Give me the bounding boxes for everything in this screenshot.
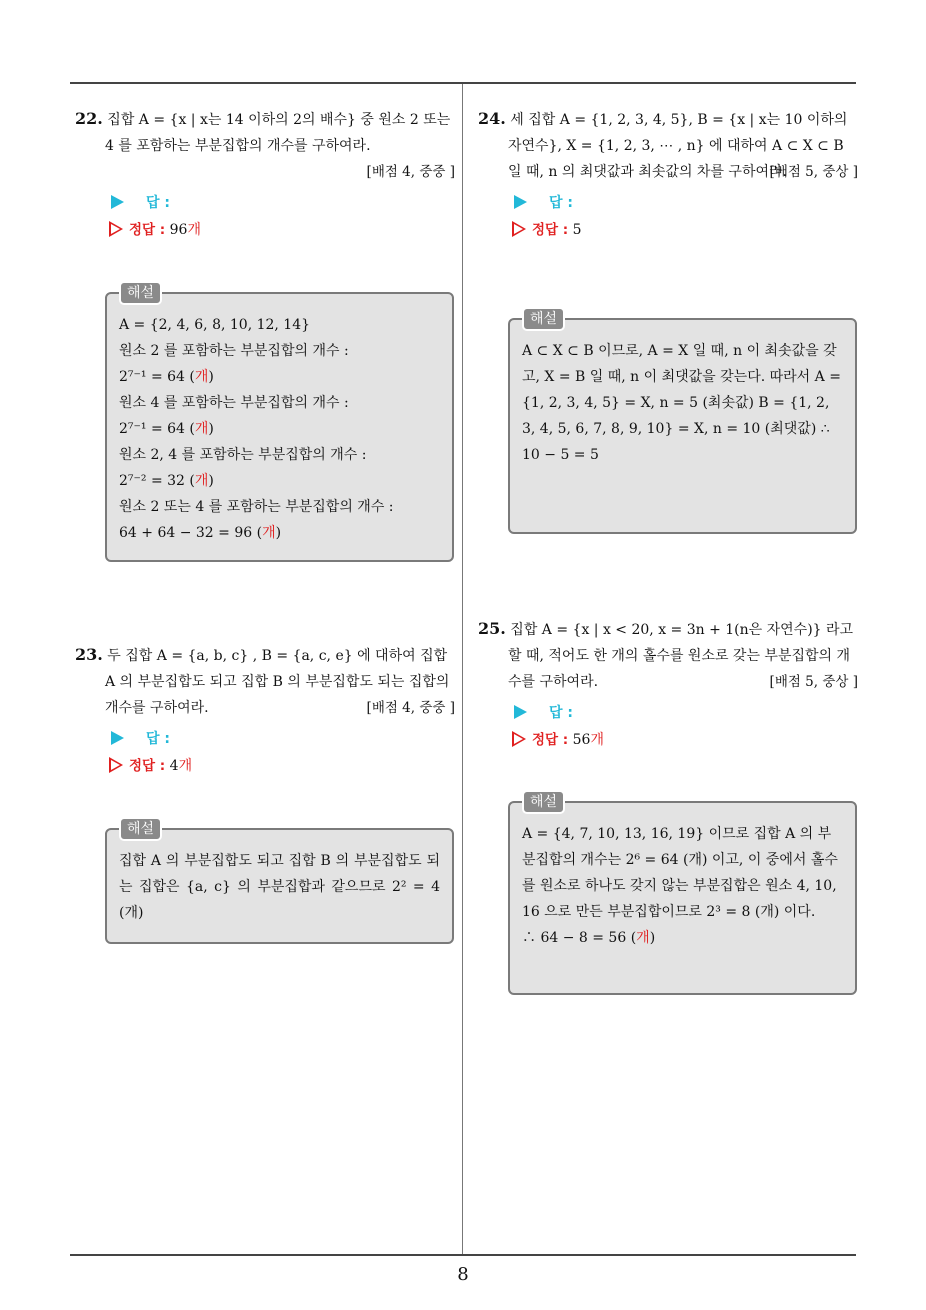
solution-conclusion: ∴ 64 − 8 = 56 (개) (522, 930, 656, 946)
problem-25 (478, 616, 858, 753)
answer-label: 답 : (146, 195, 170, 211)
column-divider (462, 84, 463, 1256)
correct-value: 4 (169, 758, 179, 774)
score-difficulty: [배점 5, 중상 ] (769, 164, 858, 180)
correct-label: 정답 : (129, 758, 166, 774)
problem-text: 집합 A = {x | x < 20, x = 3n + 1(n은 자연수)} 라고 할 때, 적어도 한 개의 홀수를 원소로 갖는 부분집합의 개수를 구하여라. (508, 622, 854, 690)
correct-label: 정답 : (532, 222, 569, 238)
answer-label: 답 : (146, 731, 170, 747)
answer-row (512, 699, 858, 727)
outline-triangle-icon (512, 731, 526, 747)
solution-box-22 (105, 285, 454, 562)
score-difficulty: [배점 4, 중중 ] (366, 164, 455, 180)
correct-value: 96 (169, 222, 188, 238)
answer-row (109, 189, 455, 217)
solution-line: 2⁷⁻² = 32 (개) (119, 473, 214, 489)
play-icon (514, 195, 527, 209)
solution-line: 원소 2 또는 4 를 포함하는 부분집합의 개수 : (119, 499, 394, 515)
solution-tag: 해설 (522, 790, 565, 814)
solution-tag: 해설 (119, 281, 162, 305)
correct-value: 5 (572, 222, 582, 238)
problem-number: 24. (478, 109, 506, 128)
solution-text: A = {4, 7, 10, 13, 16, 19} 이므로 집합 A 의 부분집합의 개수는 2⁶ = 64 (개) 이고, 이 중에서 홀수를 원소로 하나도 갖지 않는 부분집합은 원소 4, 10, 16 으로 만든 부분집합이므로 2³ = 8 (개) 이다. (522, 826, 838, 920)
solution-line: 원소 2, 4 를 포함하는 부분집합의 개수 : (119, 447, 367, 463)
answer-label: 답 : (549, 705, 573, 721)
answer-label: 답 : (549, 195, 573, 211)
solution-tag: 해설 (522, 307, 565, 331)
correct-unit: 개 (178, 758, 193, 774)
correct-value: 56 (572, 732, 591, 748)
correct-answer-row (109, 753, 455, 779)
solution-box-24 (508, 311, 857, 534)
solution-line: 64 + 64 − 32 = 96 (개) (119, 525, 282, 541)
play-icon (111, 195, 124, 209)
score-difficulty: [배점 4, 중중 ] (366, 700, 455, 716)
page-number: 8 (457, 1264, 469, 1285)
correct-answer-row (512, 217, 858, 243)
problem-text: 집합 A = {x | x는 14 이하의 2의 배수} 중 원소 2 또는 4 를 포함하는 부분집합의 개수를 구하여라. (105, 112, 451, 154)
outline-triangle-icon (109, 221, 123, 237)
problem-number: 22. (75, 109, 103, 128)
score-difficulty: [배점 5, 중상 ] (769, 674, 858, 690)
play-icon (111, 731, 124, 745)
problem-23 (75, 642, 455, 779)
play-icon (514, 705, 527, 719)
top-rule (70, 82, 856, 84)
problem-22 (75, 106, 455, 243)
correct-unit: 개 (590, 732, 604, 748)
problem-24 (478, 106, 858, 243)
solution-text: A ⊂ X ⊂ B 이므로, A = X 일 때, n 이 최솟값을 갖고, X = B 일 때, n 이 최댓값을 갖는다. 따라서 A = {1, 2, 3, 4, 5} = X, n = 5 (최솟값) B = {1, 2, 3, 4, 5, 6, 7, 8, 9, 10} = X, n = 10 (최댓값) ∴ 10 − 5 = 5 (522, 343, 841, 463)
solution-box-25 (508, 794, 857, 995)
correct-answer-row (512, 727, 858, 753)
answer-row (109, 725, 455, 753)
problem-text: 두 집합 A = {a, b, c} , B = {a, c, e} 에 대하여 집합 A 의 부분집합도 되고 집합 B 의 부분집합도 되는 집합의 개수를 구하여라. (105, 648, 450, 716)
outline-triangle-icon (109, 757, 123, 773)
bottom-rule (70, 1254, 856, 1256)
correct-answer-row (109, 217, 455, 243)
problem-text: 세 집합 A = {1, 2, 3, 4, 5}, B = {x | x는 10 이하의 자연수}, X = {1, 2, 3, ⋯ , n} 에 대하여 A ⊂ X ⊂ B 일 때, n 의 최댓값과 최솟값의 차를 구하여라. (508, 112, 848, 180)
solution-text: 집합 A 의 부분집합도 되고 집합 B 의 부분집합도 되는 집합은 {a, c} 의 부분집합과 같으므로 2² = 4 (개) (119, 853, 440, 921)
correct-label: 정답 : (129, 222, 166, 238)
problem-number: 23. (75, 645, 103, 664)
solution-line: A = {2, 4, 6, 8, 10, 12, 14} (119, 317, 311, 333)
solution-line: 원소 4 를 포함하는 부분집합의 개수 : (119, 395, 349, 411)
solution-box-23 (105, 821, 454, 944)
solution-line: 2⁷⁻¹ = 64 (개) (119, 369, 214, 385)
correct-unit: 개 (187, 222, 201, 238)
answer-row (512, 189, 858, 217)
solution-line: 2⁷⁻¹ = 64 (개) (119, 421, 214, 437)
solution-tag: 해설 (119, 817, 162, 841)
solution-line: 원소 2 를 포함하는 부분집합의 개수 : (119, 343, 349, 359)
problem-number: 25. (478, 619, 506, 638)
correct-label: 정답 : (532, 732, 569, 748)
outline-triangle-icon (512, 221, 526, 237)
